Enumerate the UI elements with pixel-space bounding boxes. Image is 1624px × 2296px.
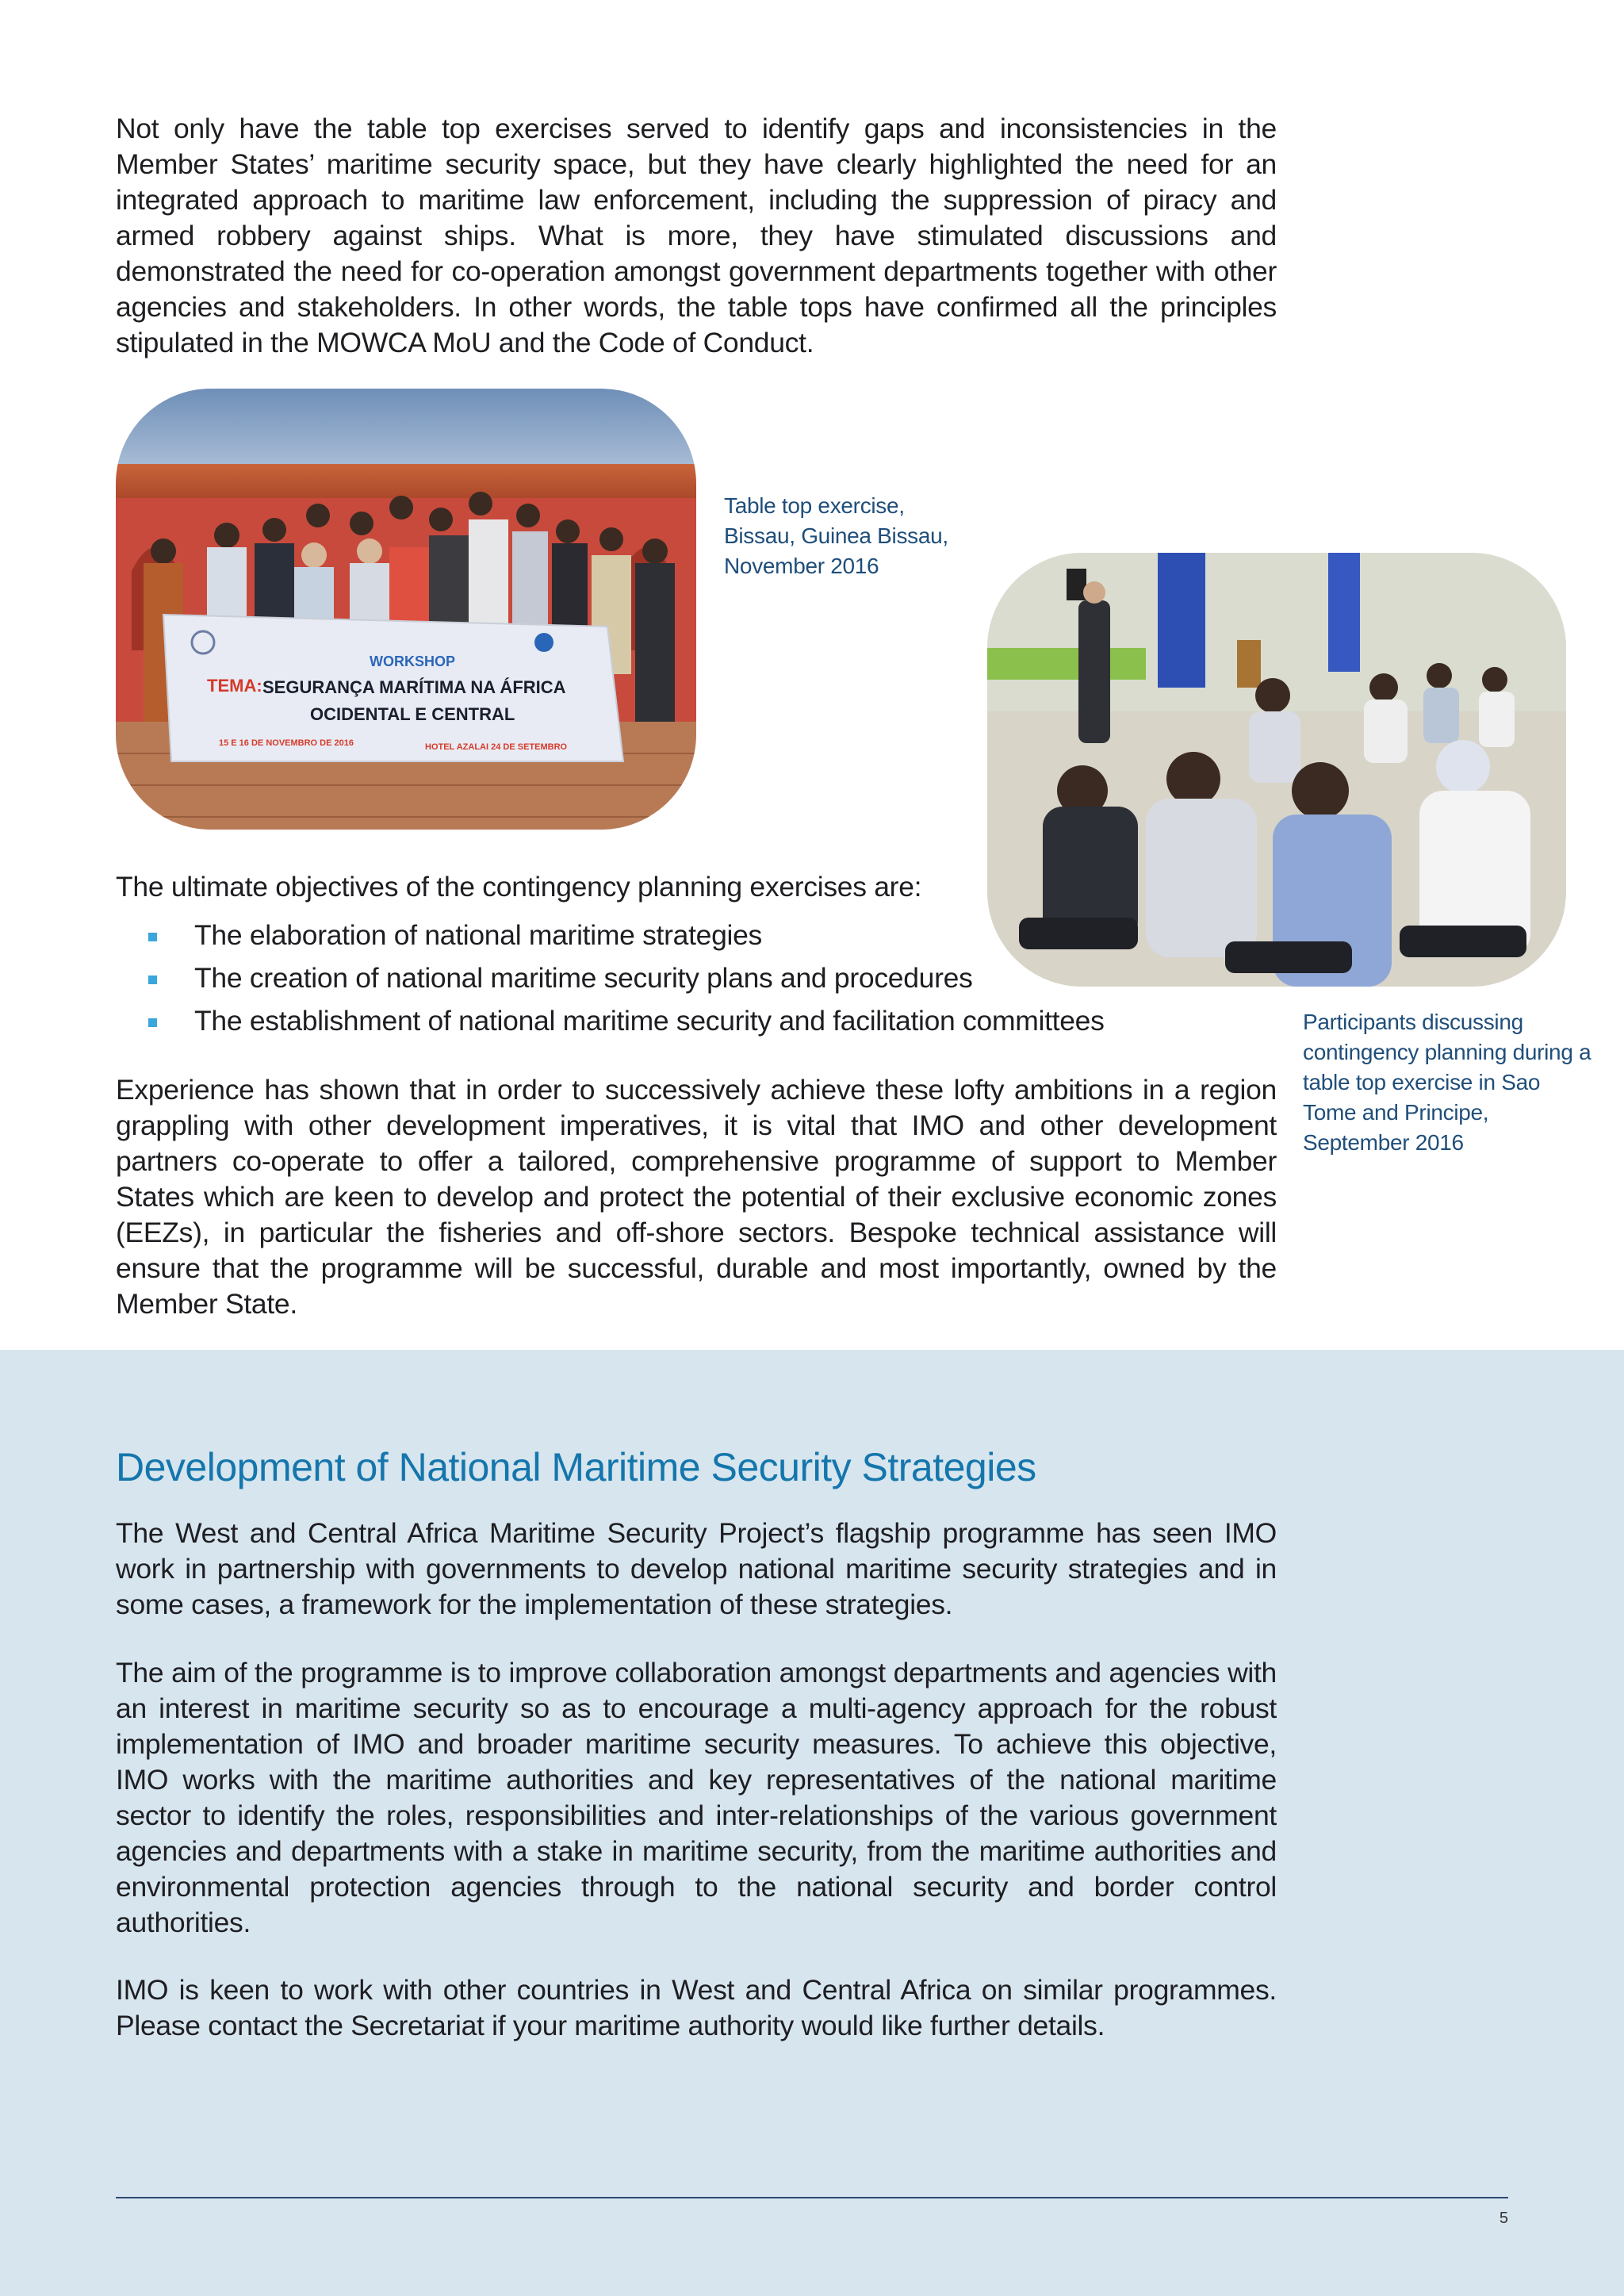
objectives-intro: The ultimate objectives of the contingency planning exercises are: (116, 871, 922, 903)
banner-workshop-text: WORKSHOP (370, 654, 455, 669)
objective-item (147, 999, 1105, 1042)
objective-text: The elaboration of national maritime strategies (194, 919, 763, 951)
development-paragraph: IMO is keen to work with other countries in West and Central Africa on similar programmes. Please contact the Secretariat if your maritime authority would like further details. (116, 1974, 1277, 2041)
photo2-caption: Participants discussing contingency planning during a table top exercise in Sao Tome and Principe, September 2016 (1303, 1010, 1591, 1155)
photo1-caption: Table top exercise, Bissau, Guinea Bissau, November 2016 (724, 493, 948, 578)
intro-paragraph: Not only have the table top exercises served to identify gaps and inconsistencies in the Member States’ maritime security space, but they have clearly highlighted the need for an integrated approach to maritime law enforcement, including the suppression of piracy and armed robbery against ships. What is more, they have stimulated discussions and demonstrated the need for co-operation amongst government departments together with other agencies and stakeholders. In other words, the table tops have confirmed all the principles stipulated in the MOWCA MoU and the Code of Conduct. (116, 113, 1277, 358)
banner-dates-text: 15 E 16 DE NOVEMBRO DE 2016 (219, 738, 354, 748)
objective-text: The creation of national maritime security plans and procedures (194, 962, 973, 994)
banner-hotel-text: HOTEL AZALAI 24 DE SETEMBRO (425, 742, 568, 752)
development-paragraph: The West and Central Africa Maritime Security Project’s flagship programme has seen IMO work in partnership with governments to develop national maritime security strategies and in some cases, a framework for the implementation of these strategies. (116, 1517, 1277, 1620)
square-bullet-icon (148, 933, 157, 941)
footer-rule (116, 2197, 1508, 2198)
objectives-list (147, 914, 1105, 1042)
section-heading: Development of National Maritime Security Strategies (116, 1445, 1036, 1489)
banner-line1-text: SEGURANÇA MARÍTIMA NA ÁFRICA (262, 677, 566, 697)
square-bullet-icon (148, 976, 157, 984)
banner-imo-logo-icon (534, 633, 553, 652)
page-number: 5 (1499, 2210, 1508, 2227)
objective-item (147, 956, 1105, 999)
square-bullet-icon (148, 1018, 157, 1027)
development-paragraph: The aim of the programme is to improve collaboration amongst departments and agencies with an interest in maritime security so as to encourage a multi-agency approach for the robust implementation of IMO and broader maritime security measures. To achieve this objective, IMO works with the maritime authorities and key representatives of the national maritime sector to identify the roles, responsibilities and inter-relationships of the various government agencies and departments with a stake in maritime security, from the maritime authorities and environmental protection agencies through to the national security and border control authorities. (116, 1657, 1277, 1938)
objective-text: The establishment of national maritime security and facilitation committees (194, 1005, 1105, 1037)
banner-line2-text: OCIDENTAL E CENTRAL (310, 704, 515, 724)
experience-paragraph: Experience has shown that in order to successively achieve these lofty ambitions in a region grappling with other development imperatives, it is vital that IMO and other development partners co-operate to offer a tailored, comprehensive programme of support to Member States which are keen to develop and protect the potential of their exclusive economic zones (EEZs), in particular the fisheries and off-shore sectors. Bespoke technical assistance will ensure that the programme will be successful, durable and most importantly, owned by the Member State. (116, 1074, 1277, 1320)
banner-tema-text: TEMA: (207, 676, 262, 696)
bissau-workshop-photo (116, 389, 696, 830)
objective-item (147, 914, 1105, 956)
